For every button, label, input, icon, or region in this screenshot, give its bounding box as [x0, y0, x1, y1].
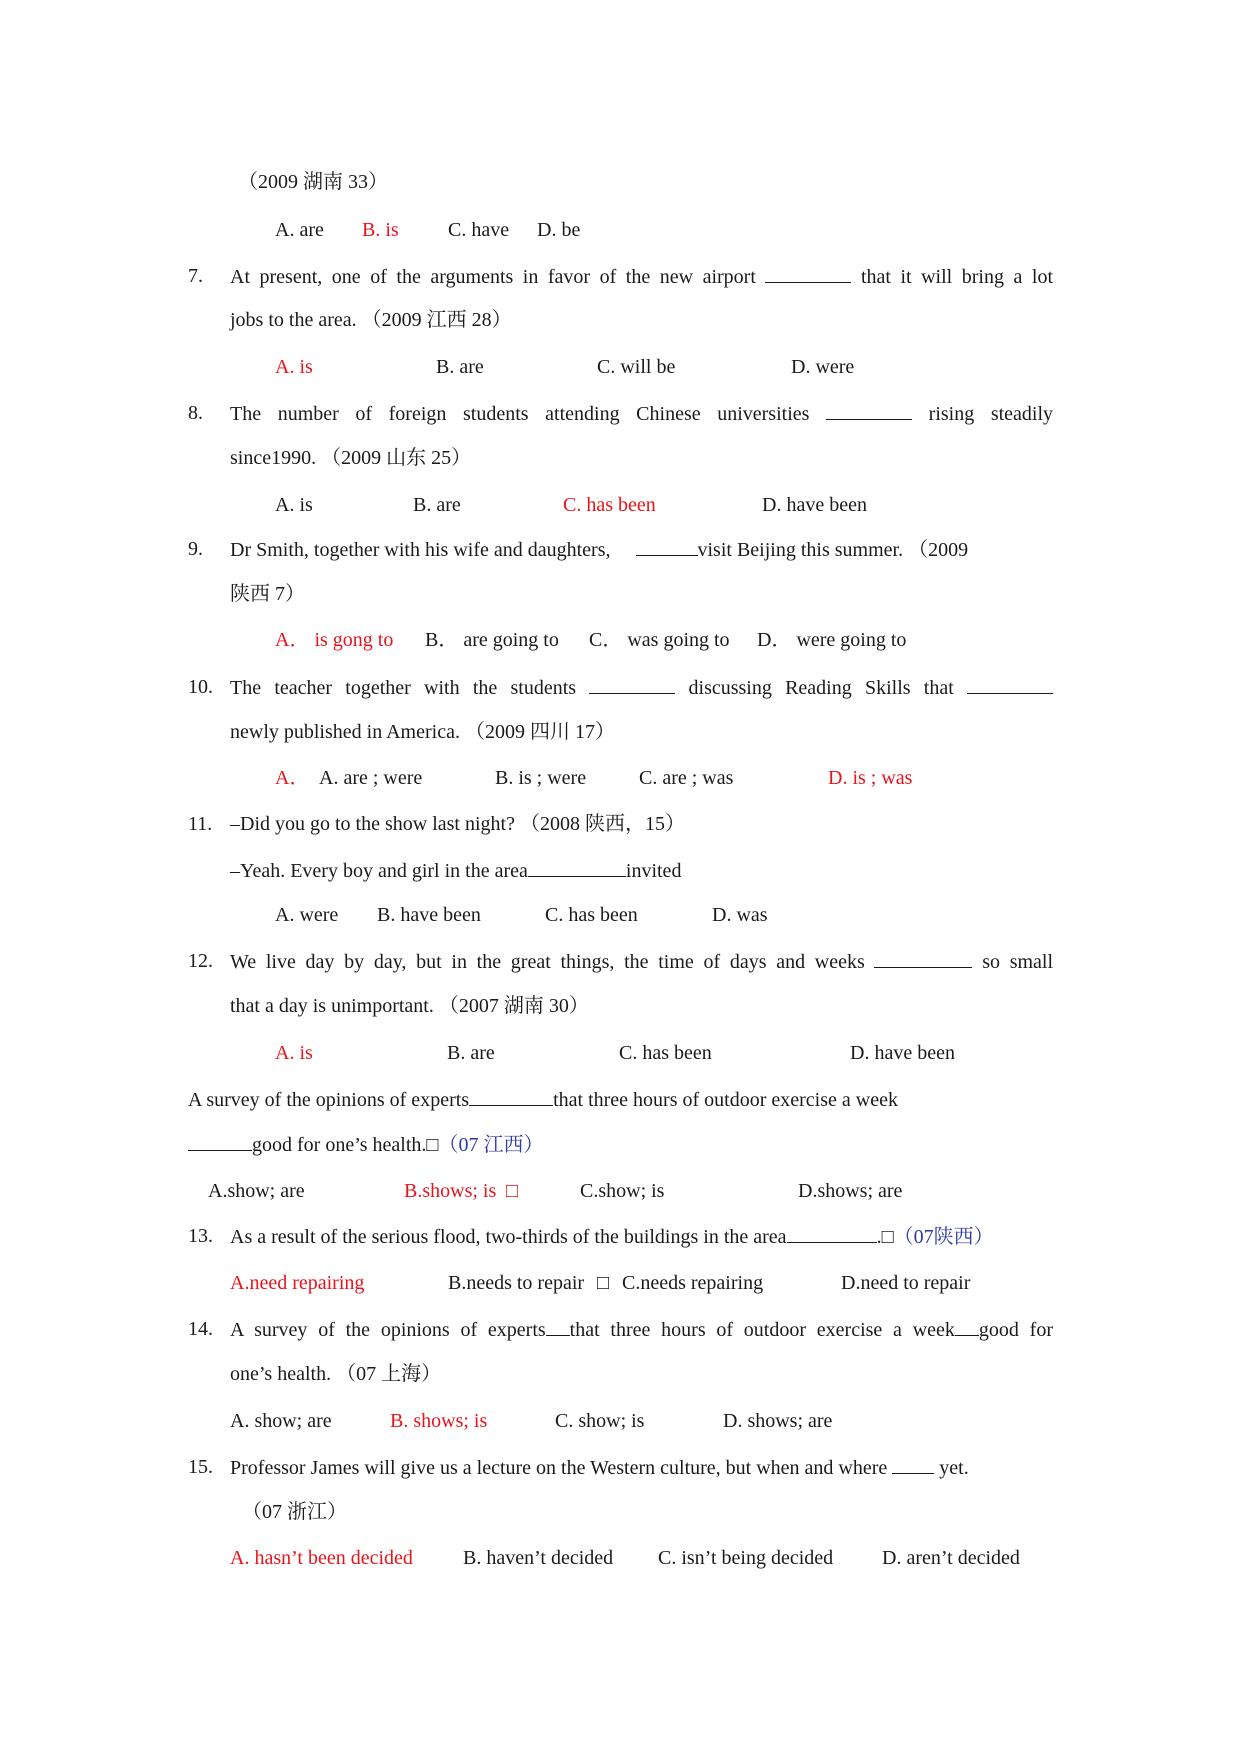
box-glyph: □: [506, 1180, 519, 1202]
option-b: B. have been: [377, 904, 481, 926]
question-number: 8.: [188, 402, 203, 424]
option-prefix: A．: [275, 767, 310, 789]
option-a-answer: A． is gong to: [275, 629, 394, 651]
option-d: D. have been: [850, 1042, 955, 1064]
question-14-line-1: A survey of the opinions of experts that three hours of outdoor exercise a week good for: [230, 1319, 1053, 1341]
option-a-answer: A.need repairing: [230, 1272, 365, 1294]
question-12-line-2: that a day is unimportant. （2007 湖南 30）: [230, 995, 589, 1017]
option-b-answer: B.shows; is: [404, 1180, 497, 1202]
question-7-options: [275, 355, 1075, 379]
options-row: [275, 218, 581, 242]
option-c: C. show; is: [555, 1410, 645, 1432]
question-number: 9.: [188, 538, 203, 560]
option-c: C. will be: [597, 356, 676, 378]
question-7-line-2: jobs to the area. （2009 江西 28）: [230, 309, 512, 331]
option-d-answer: D. is ; was: [828, 767, 913, 789]
source-tag: （07 江西）: [438, 1134, 544, 1156]
option-a-answer: A. is: [275, 1042, 313, 1064]
option-c: C． was going to: [589, 629, 730, 651]
question-9-options: [275, 628, 1075, 652]
survey-question-line-1: A survey of the opinions of experts that three hours of outdoor exercise a week: [188, 1089, 898, 1111]
question-number: 7.: [188, 265, 203, 287]
option-c: C. has been: [619, 1042, 712, 1064]
question-11-line-1: –Did you go to the show last night? （2008 陕西，15）: [230, 813, 685, 835]
option-a: A. are ; were: [319, 767, 423, 789]
question-13-line-1: As a result of the serious flood, two-thirds of the buildings in the area .□（07陕西）: [230, 1226, 994, 1248]
option-b: B. are: [413, 494, 461, 516]
question-number: 13.: [188, 1225, 213, 1247]
option-b: B. are: [436, 356, 484, 378]
source-tag: （07陕西）: [893, 1226, 994, 1248]
option-b: B. is ; were: [495, 767, 587, 789]
option-d: D． were going to: [757, 629, 907, 651]
question-12-line-1: We live day by day, but in the great things, the time of days and weeks so small: [230, 951, 1054, 973]
option-b: B.needs to repair: [448, 1272, 585, 1294]
question-10-line-1: The teacher together with the students discussing Reading Skills that: [230, 675, 1053, 700]
option-d: D.shows; are: [798, 1180, 903, 1202]
question-8-line-1: The number of foreign students attending Chinese universities rising steadily: [230, 403, 1054, 425]
question-14-line-2: one’s health. （07 上海）: [230, 1363, 442, 1385]
question-8-line-2: since1990. （2009 山东 25）: [230, 447, 472, 469]
option-c: C. are ; was: [639, 767, 734, 789]
option-b: B. are: [447, 1042, 495, 1064]
option-c: C. have: [448, 219, 510, 241]
question-number: 14.: [188, 1318, 213, 1340]
question-number: 11.: [188, 813, 213, 835]
option-d: D. have been: [762, 494, 867, 516]
question-12-options: [275, 1041, 1075, 1065]
question-15-line-1: Professor James will give us a lecture on the Western culture, but when and where yet.: [230, 1457, 969, 1479]
option-a: A. are: [275, 219, 324, 241]
question-15-line-2: （07 浙江）: [242, 1501, 347, 1523]
option-c: C.needs repairing: [622, 1272, 764, 1294]
question-15-options: [230, 1546, 1060, 1570]
option-d: D. shows; are: [723, 1410, 833, 1432]
survey-question-options: [208, 1179, 1008, 1203]
option-a: A. show; are: [230, 1410, 332, 1432]
option-a: A.show; are: [208, 1180, 305, 1202]
question-number: 10.: [188, 676, 213, 698]
question-7-line-1: At present, one of the arguments in favor of the new airport that it will bring a lot: [230, 266, 1054, 288]
option-d: D. be: [537, 219, 581, 241]
survey-question-line-2: good for one’s health.□（07 江西）: [188, 1132, 544, 1157]
question-10-line-2: newly published in America. （2009 四川 17）: [230, 721, 615, 743]
option-a: A. is: [275, 494, 313, 516]
option-c: C. has been: [545, 904, 638, 926]
question-9-line-1: Dr Smith, together with his wife and daughters, visit Beijing this summer. （2009: [230, 539, 969, 561]
question-8-options: [275, 493, 1075, 517]
question-number: 12.: [188, 950, 213, 972]
option-d: D. were: [791, 356, 855, 378]
box-glyph: □: [426, 1134, 439, 1156]
option-d: D. was: [712, 904, 768, 926]
option-c-answer: C. has been: [563, 494, 656, 516]
question-14-options: [230, 1409, 1030, 1433]
option-b-answer: B. is: [362, 219, 399, 241]
option-b-answer: B. shows; is: [390, 1410, 488, 1432]
question-number: 15.: [188, 1456, 213, 1478]
option-b: B． are going to: [425, 629, 559, 651]
question-11-options: [275, 903, 1075, 927]
question-10-options: [275, 766, 1075, 790]
option-a-answer: A. hasn’t been decided: [230, 1547, 413, 1569]
question-11-line-2: –Yeah. Every boy and girl in the area invited: [230, 860, 682, 882]
option-b: B. haven’t decided: [463, 1547, 614, 1569]
question-13-options: A.need repairing B.needs to repair □ C.needs repairing D.need to repair: [230, 1272, 971, 1294]
source-line: （2009 湖南 33）: [238, 171, 388, 193]
option-d: D.need to repair: [841, 1272, 971, 1294]
option-c: C.show; is: [580, 1180, 665, 1202]
option-d: D. aren’t decided: [882, 1547, 1020, 1569]
option-c: C. isn’t being decided: [658, 1547, 834, 1569]
option-a-answer: A. is: [275, 356, 313, 378]
question-9-line-2: 陕西 7）: [230, 583, 305, 605]
option-a: A. were: [275, 904, 339, 926]
